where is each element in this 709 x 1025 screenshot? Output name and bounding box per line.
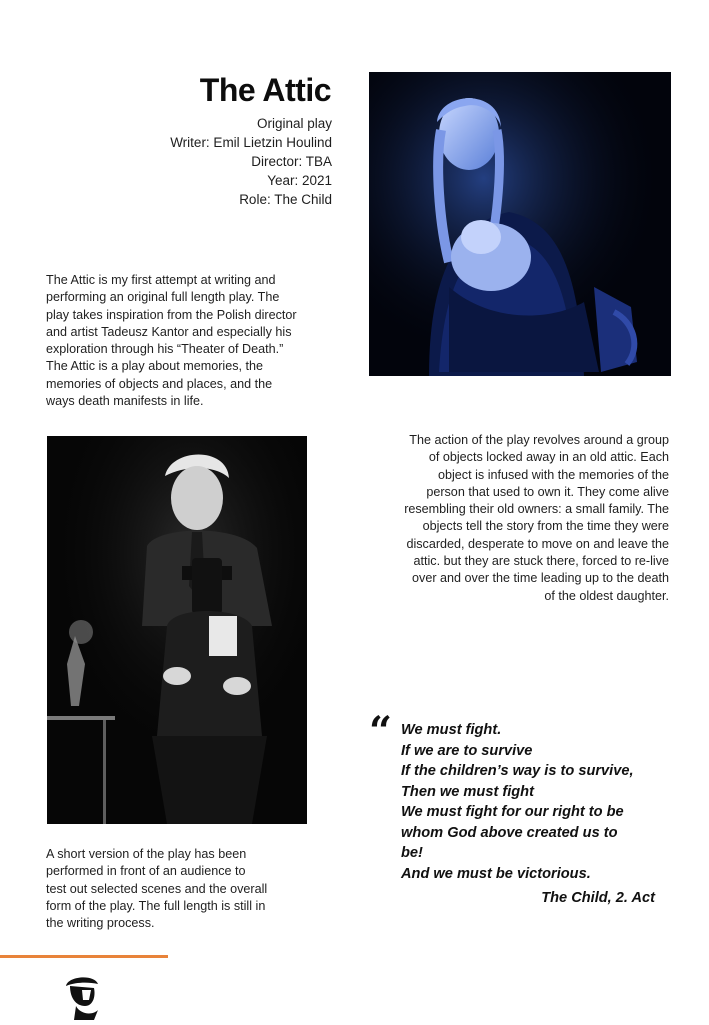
quote-line: And we must be victorious.: [401, 865, 591, 882]
status-line: test out selected scenes and the overall: [46, 881, 268, 896]
quote-line: Then we must fight: [401, 783, 534, 800]
production-details: [170, 114, 332, 209]
plot-line: object is infused with the memories of the: [438, 467, 669, 482]
accent-divider: [0, 955, 168, 958]
intro-line: play takes inspiration from the Polish director: [46, 307, 297, 322]
status-paragraph: [46, 846, 314, 932]
detail-role: Role: The Child: [239, 192, 332, 207]
quote-line: We must fight.: [401, 722, 502, 738]
quote-line: be!: [401, 845, 423, 861]
intro-line: exploration through his “Theater of Death.”: [46, 342, 284, 357]
quote-line: We must fight for our right to be: [401, 804, 624, 820]
quote-line: If the children’s way is to survive,: [401, 763, 634, 779]
intro-line: The Attic is my first attempt at writing and: [46, 273, 276, 287]
plot-line: person that used to own it. They come alive: [426, 484, 669, 499]
plot-line: The action of the play revolves around a group: [409, 433, 669, 447]
status-line: A short version of the play has been: [46, 847, 247, 861]
stage-photo-figures-image: [47, 436, 307, 824]
status-line: form of the play. The full length is still in: [46, 898, 266, 913]
status-line: the writing process.: [46, 916, 155, 931]
intro-line: memories of objects and places, and the: [46, 376, 273, 391]
plot-line: objects tell the story from the time they were: [422, 519, 669, 534]
quote-attribution: The Child, 2. Act: [541, 890, 655, 906]
intro-line: and artist Tadeusz Kantor and especially his: [46, 324, 292, 339]
intro-line: ways death manifests in life.: [46, 394, 204, 409]
plot-line: over and over the time leading up to the death: [412, 571, 669, 586]
detail-writer: Writer: Emil Lietzin Houlind: [170, 135, 332, 150]
plot-line: of objects locked away in an old attic. Each: [428, 450, 669, 465]
intro-line: performing an original full length play. The: [46, 290, 280, 305]
detail-director: Director: TBA: [251, 154, 332, 169]
plot-line: resembling their old owners: a small family. The: [404, 502, 669, 517]
plot-line: discarded, desperate to move on and leave the: [406, 536, 669, 551]
stage-photo-child: [369, 72, 671, 376]
status-line: performed in front of an audience to: [46, 864, 246, 879]
portrait-logo-icon: [58, 970, 108, 1020]
plot-paragraph: [372, 432, 669, 605]
intro-paragraph: [46, 272, 346, 410]
detail-year: Year: 2021: [267, 173, 332, 188]
plot-line: of the oldest daughter.: [544, 588, 669, 603]
quote-mark-icon: “: [369, 708, 393, 755]
quote-line: whom God above created us to: [401, 824, 618, 841]
quote-line: If we are to survive: [401, 742, 533, 759]
pull-quote: [401, 720, 671, 884]
page-title: The Attic: [199, 72, 331, 108]
detail-type: Original play: [256, 116, 332, 131]
stage-photo-figures: [47, 436, 307, 824]
plot-line: attic. but they are stuck there, forced to re-live: [413, 554, 669, 569]
intro-line: The Attic is a play about memories, the: [46, 359, 263, 374]
stage-photo-child-image: [369, 72, 671, 376]
